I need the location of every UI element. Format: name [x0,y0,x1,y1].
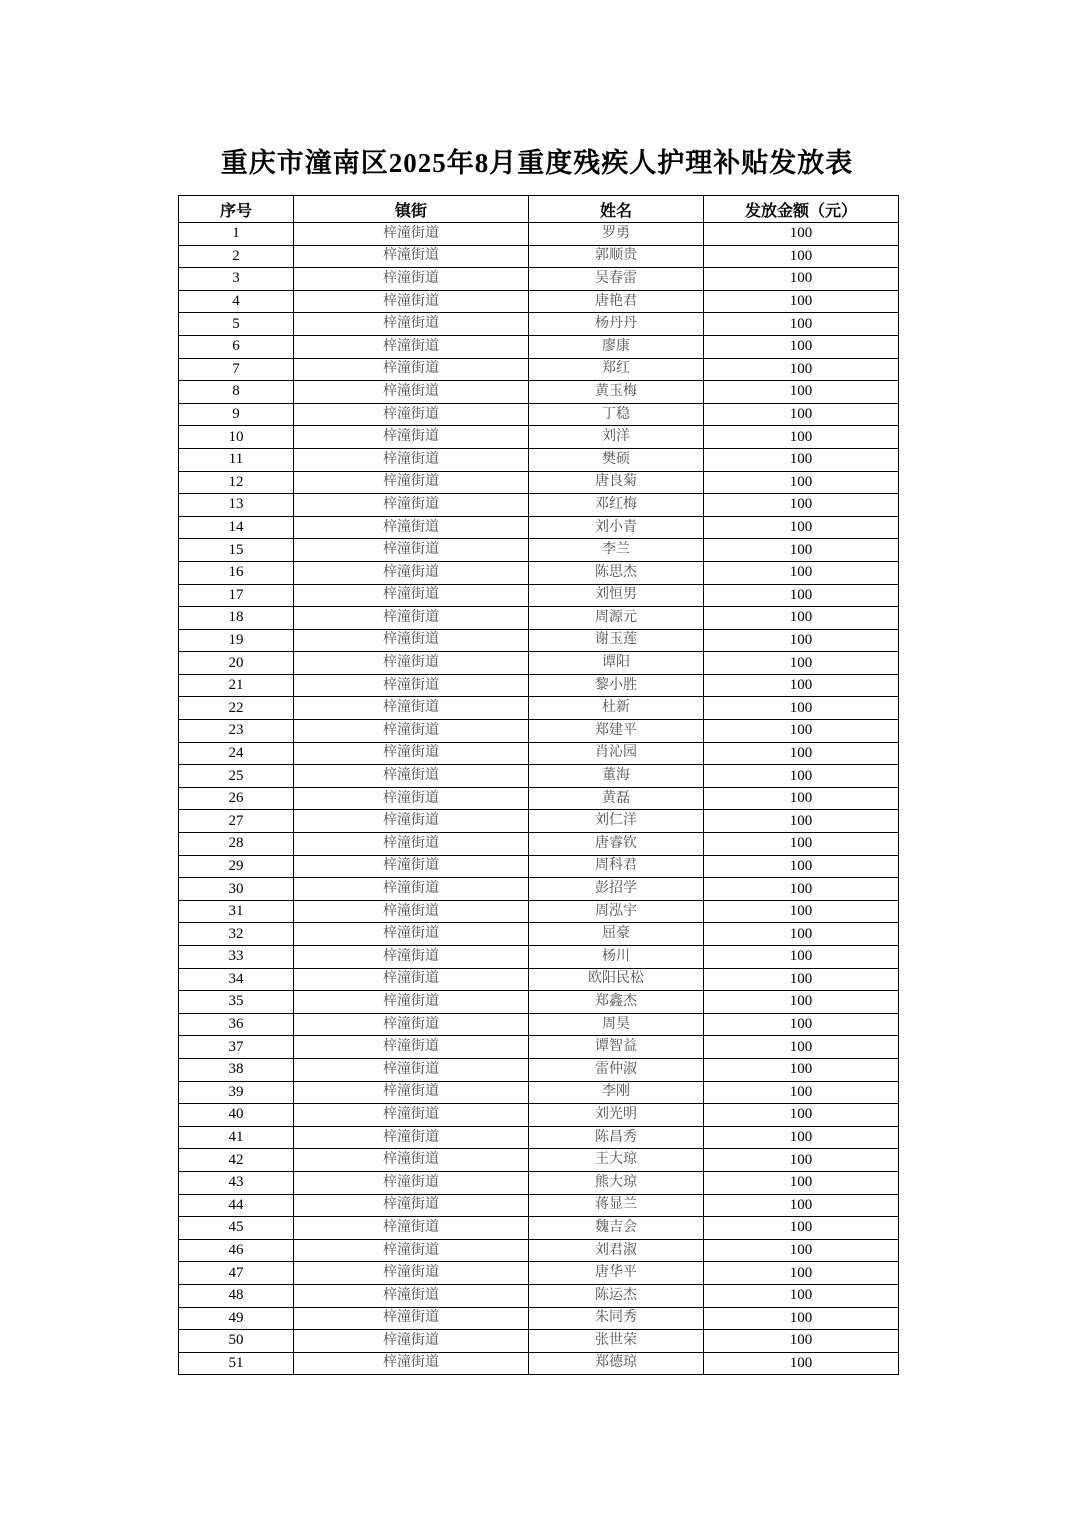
table-cell: 梓潼街道 [294,810,529,833]
table-cell: 42 [179,1149,294,1172]
table-row [179,245,899,268]
table-cell: 梓潼街道 [294,900,529,923]
table-cell: 41 [179,1126,294,1149]
table-cell: 周源元 [529,607,704,630]
table-cell: 100 [704,381,899,404]
table-cell: 100 [704,652,899,675]
table-cell: 梓潼街道 [294,1149,529,1172]
header-cell-name: 姓名 [529,196,704,223]
table-cell: 梓潼街道 [294,607,529,630]
table-cell: 100 [704,245,899,268]
table-cell: 100 [704,448,899,471]
table-cell: 梓潼街道 [294,652,529,675]
table-cell: 100 [704,1126,899,1149]
table-cell: 28 [179,833,294,856]
table-cell: 39 [179,1081,294,1104]
table-row [179,810,899,833]
table-cell: 10 [179,426,294,449]
table-row [179,923,899,946]
table-row [179,674,899,697]
table-header-row [179,196,899,223]
table-row [179,629,899,652]
table-row [179,765,899,788]
table-cell: 100 [704,674,899,697]
table-row [179,1126,899,1149]
table-cell: 100 [704,516,899,539]
table-cell: 100 [704,1036,899,1059]
table-cell: 张世荣 [529,1330,704,1353]
table-cell: 梓潼街道 [294,1058,529,1081]
table-cell: 35 [179,991,294,1014]
table-cell: 梓潼街道 [294,1081,529,1104]
table-cell: 梓潼街道 [294,584,529,607]
table-cell: 梓潼街道 [294,855,529,878]
table-row [179,561,899,584]
table-cell: 46 [179,1239,294,1262]
table-cell: 陈运杰 [529,1284,704,1307]
table-cell: 欧阳民松 [529,968,704,991]
table-cell: 100 [704,765,899,788]
table-cell: 24 [179,742,294,765]
table-cell: 19 [179,629,294,652]
table-cell: 100 [704,1104,899,1127]
table-cell: 梓潼街道 [294,833,529,856]
table-cell: 梓潼街道 [294,516,529,539]
table-cell: 蒋显兰 [529,1194,704,1217]
table-cell: 100 [704,1239,899,1262]
table-cell: 100 [704,403,899,426]
table-cell: 梓潼街道 [294,787,529,810]
table-row [179,697,899,720]
table-cell: 44 [179,1194,294,1217]
table-row [179,1194,899,1217]
table-row [179,471,899,494]
table-row [179,1036,899,1059]
table-cell: 罗勇 [529,223,704,246]
table-cell: 100 [704,1330,899,1353]
table-cell: 梓潼街道 [294,448,529,471]
table-cell: 26 [179,787,294,810]
table-row [179,1058,899,1081]
table-cell: 梓潼街道 [294,1352,529,1375]
table-cell: 100 [704,1149,899,1172]
table-cell: 刘洋 [529,426,704,449]
table-cell: 郑鑫杰 [529,991,704,1014]
table-cell: 李刚 [529,1081,704,1104]
table-cell: 梓潼街道 [294,426,529,449]
table-row [179,268,899,291]
table-cell: 梓潼街道 [294,878,529,901]
table-cell: 31 [179,900,294,923]
table-cell: 38 [179,1058,294,1081]
table-cell: 梓潼街道 [294,539,529,562]
table-cell: 100 [704,290,899,313]
table-row [179,313,899,336]
table-cell: 黎小胜 [529,674,704,697]
table-row [179,358,899,381]
table-cell: 屈豪 [529,923,704,946]
table-cell: 100 [704,358,899,381]
table-cell: 100 [704,1217,899,1240]
table-cell: 梓潼街道 [294,1013,529,1036]
table-cell: 唐艳君 [529,290,704,313]
table-cell: 梓潼街道 [294,1307,529,1330]
header-cell-town: 镇街 [294,196,529,223]
table-row [179,742,899,765]
table-cell: 刘君淑 [529,1239,704,1262]
table-cell: 梓潼街道 [294,1104,529,1127]
table-cell: 11 [179,448,294,471]
table-cell: 100 [704,1262,899,1285]
table-row [179,652,899,675]
table-cell: 周昊 [529,1013,704,1036]
table-cell: 朱同秀 [529,1307,704,1330]
table-cell: 刘光明 [529,1104,704,1127]
table-cell: 9 [179,403,294,426]
table-cell: 40 [179,1104,294,1127]
table-cell: 100 [704,607,899,630]
table-cell: 13 [179,494,294,517]
table-cell: 杜新 [529,697,704,720]
table-cell: 100 [704,878,899,901]
table-cell: 王大琼 [529,1149,704,1172]
table-cell: 22 [179,697,294,720]
table-cell: 4 [179,290,294,313]
table-cell: 100 [704,223,899,246]
table-cell: 陈昌秀 [529,1126,704,1149]
table-row [179,1330,899,1353]
table-row [179,335,899,358]
table-cell: 梓潼街道 [294,1262,529,1285]
table-cell: 100 [704,268,899,291]
table-cell: 8 [179,381,294,404]
table-cell: 梓潼街道 [294,1239,529,1262]
table-cell: 100 [704,1352,899,1375]
table-row [179,855,899,878]
table-cell: 郭顺贵 [529,245,704,268]
table-cell: 梓潼街道 [294,494,529,517]
table-cell: 30 [179,878,294,901]
table-cell: 100 [704,697,899,720]
table-cell: 100 [704,1194,899,1217]
table-cell: 梓潼街道 [294,991,529,1014]
table-cell: 肖沁园 [529,742,704,765]
table-cell: 49 [179,1307,294,1330]
table-cell: 吴春雷 [529,268,704,291]
table-row [179,946,899,969]
table-row [179,1307,899,1330]
table-cell: 34 [179,968,294,991]
subsidy-table-body [179,223,899,1375]
table-cell: 100 [704,1284,899,1307]
table-cell: 梓潼街道 [294,765,529,788]
table-cell: 梓潼街道 [294,742,529,765]
table-cell: 刘仁洋 [529,810,704,833]
table-cell: 17 [179,584,294,607]
table-cell: 唐良菊 [529,471,704,494]
table-cell: 45 [179,1217,294,1240]
table-row [179,1013,899,1036]
table-cell: 6 [179,335,294,358]
table-row [179,991,899,1014]
table-cell: 15 [179,539,294,562]
table-row [179,381,899,404]
header-cell-serial: 序号 [179,196,294,223]
table-cell: 黄玉梅 [529,381,704,404]
table-row [179,1217,899,1240]
table-row [179,494,899,517]
table-cell: 谢玉莲 [529,629,704,652]
table-cell: 谭智益 [529,1036,704,1059]
table-cell: 25 [179,765,294,788]
table-cell: 100 [704,539,899,562]
table-cell: 100 [704,1081,899,1104]
table-cell: 梓潼街道 [294,268,529,291]
table-cell: 梓潼街道 [294,629,529,652]
table-cell: 唐华平 [529,1262,704,1285]
table-row [179,1081,899,1104]
table-cell: 100 [704,471,899,494]
table-cell: 21 [179,674,294,697]
table-cell: 100 [704,629,899,652]
table-row [179,1262,899,1285]
table-cell: 郑德琼 [529,1352,704,1375]
table-row [179,403,899,426]
table-row [179,223,899,246]
table-cell: 梓潼街道 [294,1126,529,1149]
table-cell: 廖康 [529,335,704,358]
table-cell: 熊大琼 [529,1171,704,1194]
table-cell: 梓潼街道 [294,403,529,426]
table-cell: 梓潼街道 [294,674,529,697]
table-cell: 1 [179,223,294,246]
table-cell: 梓潼街道 [294,335,529,358]
table-cell: 100 [704,923,899,946]
table-cell: 5 [179,313,294,336]
table-cell: 彭招学 [529,878,704,901]
table-container [178,195,899,1375]
table-cell: 梓潼街道 [294,471,529,494]
table-cell: 梓潼街道 [294,720,529,743]
table-cell: 36 [179,1013,294,1036]
table-cell: 14 [179,516,294,539]
table-cell: 梓潼街道 [294,1330,529,1353]
table-row [179,900,899,923]
table-cell: 李兰 [529,539,704,562]
table-row [179,448,899,471]
table-row [179,1104,899,1127]
table-cell: 100 [704,720,899,743]
table-row [179,878,899,901]
table-cell: 唐睿钦 [529,833,704,856]
table-cell: 32 [179,923,294,946]
table-cell: 杨川 [529,946,704,969]
table-row [179,787,899,810]
header-cell-amount: 发放金额（元） [704,196,899,223]
table-cell: 邓红梅 [529,494,704,517]
table-header [179,196,899,223]
table-cell: 樊硕 [529,448,704,471]
table-cell: 杨丹丹 [529,313,704,336]
table-cell: 100 [704,426,899,449]
table-cell: 100 [704,335,899,358]
table-cell: 3 [179,268,294,291]
table-row [179,607,899,630]
table-cell: 周泓宇 [529,900,704,923]
table-cell: 魏吉会 [529,1217,704,1240]
table-row [179,1171,899,1194]
table-cell: 100 [704,1013,899,1036]
table-cell: 100 [704,494,899,517]
table-cell: 梓潼街道 [294,1217,529,1240]
table-cell: 37 [179,1036,294,1059]
table-cell: 梓潼街道 [294,968,529,991]
table-cell: 27 [179,810,294,833]
table-cell: 梓潼街道 [294,923,529,946]
table-cell: 51 [179,1352,294,1375]
table-row [179,1284,899,1307]
table-cell: 谭阳 [529,652,704,675]
table-cell: 梓潼街道 [294,1194,529,1217]
table-cell: 刘小青 [529,516,704,539]
table-cell: 18 [179,607,294,630]
table-cell: 刘恒男 [529,584,704,607]
table-cell: 郑红 [529,358,704,381]
table-cell: 20 [179,652,294,675]
table-cell: 100 [704,833,899,856]
table-cell: 23 [179,720,294,743]
table-cell: 梓潼街道 [294,313,529,336]
table-cell: 梓潼街道 [294,245,529,268]
table-cell: 100 [704,900,899,923]
table-cell: 7 [179,358,294,381]
table-cell: 100 [704,313,899,336]
table-cell: 100 [704,584,899,607]
table-cell: 100 [704,991,899,1014]
table-row [179,539,899,562]
table-cell: 100 [704,742,899,765]
subsidy-table [178,195,899,1375]
table-cell: 丁稳 [529,403,704,426]
table-cell: 董海 [529,765,704,788]
table-row [179,968,899,991]
table-cell: 黄磊 [529,787,704,810]
table-cell: 12 [179,471,294,494]
table-row [179,290,899,313]
table-cell: 100 [704,855,899,878]
table-cell: 梓潼街道 [294,223,529,246]
table-cell: 33 [179,946,294,969]
table-cell: 陈思杰 [529,561,704,584]
table-cell: 29 [179,855,294,878]
table-cell: 梓潼街道 [294,290,529,313]
table-cell: 50 [179,1330,294,1353]
table-row [179,1149,899,1172]
table-cell: 梓潼街道 [294,697,529,720]
page-title: 重庆市潼南区2025年8月重度残疾人护理补贴发放表 [220,148,854,178]
table-cell: 2 [179,245,294,268]
table-cell: 100 [704,946,899,969]
table-cell: 100 [704,1058,899,1081]
table-cell: 100 [704,968,899,991]
table-cell: 100 [704,810,899,833]
table-cell: 100 [704,561,899,584]
table-row [179,426,899,449]
table-row [179,720,899,743]
table-cell: 郑建平 [529,720,704,743]
table-row [179,1352,899,1375]
table-cell: 梓潼街道 [294,1284,529,1307]
table-row [179,584,899,607]
table-row [179,516,899,539]
table-cell: 周科君 [529,855,704,878]
table-cell: 梓潼街道 [294,381,529,404]
table-cell: 43 [179,1171,294,1194]
table-cell: 雷仲淑 [529,1058,704,1081]
table-cell: 梓潼街道 [294,1036,529,1059]
table-cell: 48 [179,1284,294,1307]
table-cell: 梓潼街道 [294,946,529,969]
table-cell: 梓潼街道 [294,358,529,381]
table-cell: 100 [704,1307,899,1330]
table-cell: 梓潼街道 [294,1171,529,1194]
table-row [179,833,899,856]
table-cell: 100 [704,787,899,810]
table-cell: 47 [179,1262,294,1285]
table-cell: 100 [704,1171,899,1194]
table-cell: 梓潼街道 [294,561,529,584]
table-row [179,1239,899,1262]
table-cell: 16 [179,561,294,584]
